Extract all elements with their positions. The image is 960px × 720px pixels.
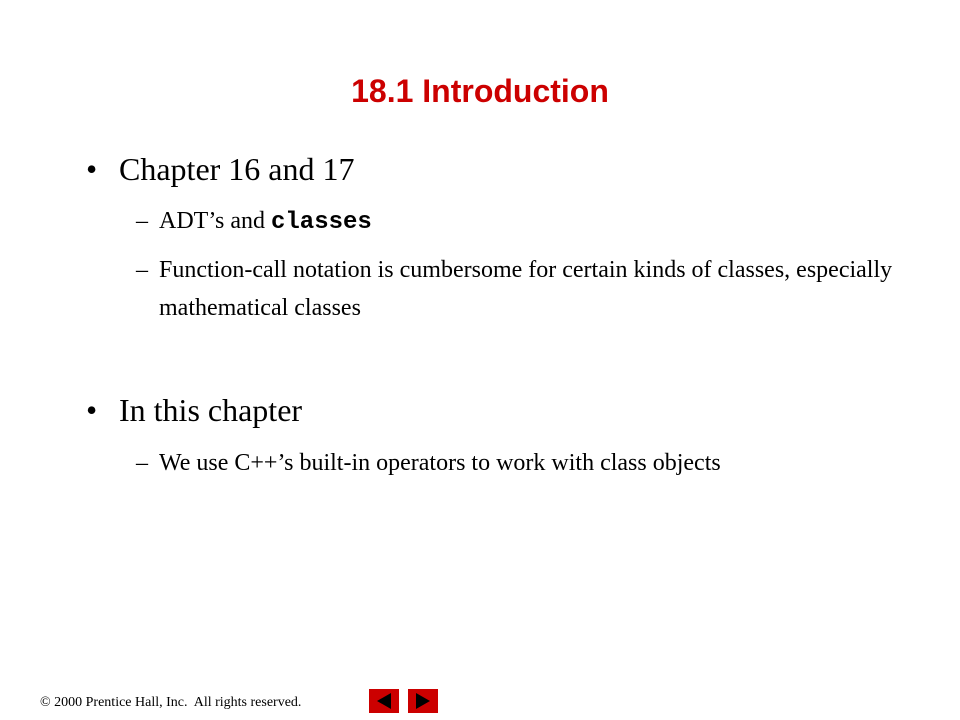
next-slide-button[interactable]: [408, 689, 438, 713]
prev-arrow-icon: [373, 692, 395, 710]
previous-slide-button[interactable]: [369, 689, 399, 713]
bullet-glyph: •: [86, 392, 98, 428]
dash-glyph: –: [136, 208, 148, 234]
bullet-glyph: •: [86, 151, 98, 187]
sub-bullet-text: We use C++’s built-in operators to work with class objects: [159, 450, 721, 476]
dash-glyph: –: [136, 257, 148, 283]
copyright-text: 2000 Prentice Hall, Inc. All rights reserved.: [54, 695, 302, 710]
bullet-text: Chapter 16 and 17: [119, 151, 355, 187]
slide-title: 18.1 Introduction: [351, 73, 609, 109]
dash-glyph: –: [136, 450, 148, 476]
copyright-footer: [40, 695, 301, 711]
code-keyword: classes: [270, 209, 372, 236]
sub-bullet-text: Function-call notation is cumbersome for certain kinds of classes, especially mathematical classes: [159, 257, 893, 321]
copyright-symbol: ©: [40, 695, 51, 710]
next-arrow-icon: [412, 692, 434, 710]
bullet-text: In this chapter: [119, 392, 303, 428]
sub-bullet-text: [159, 202, 919, 242]
sub-bullet-plain-text: ADT’s and: [159, 208, 271, 234]
